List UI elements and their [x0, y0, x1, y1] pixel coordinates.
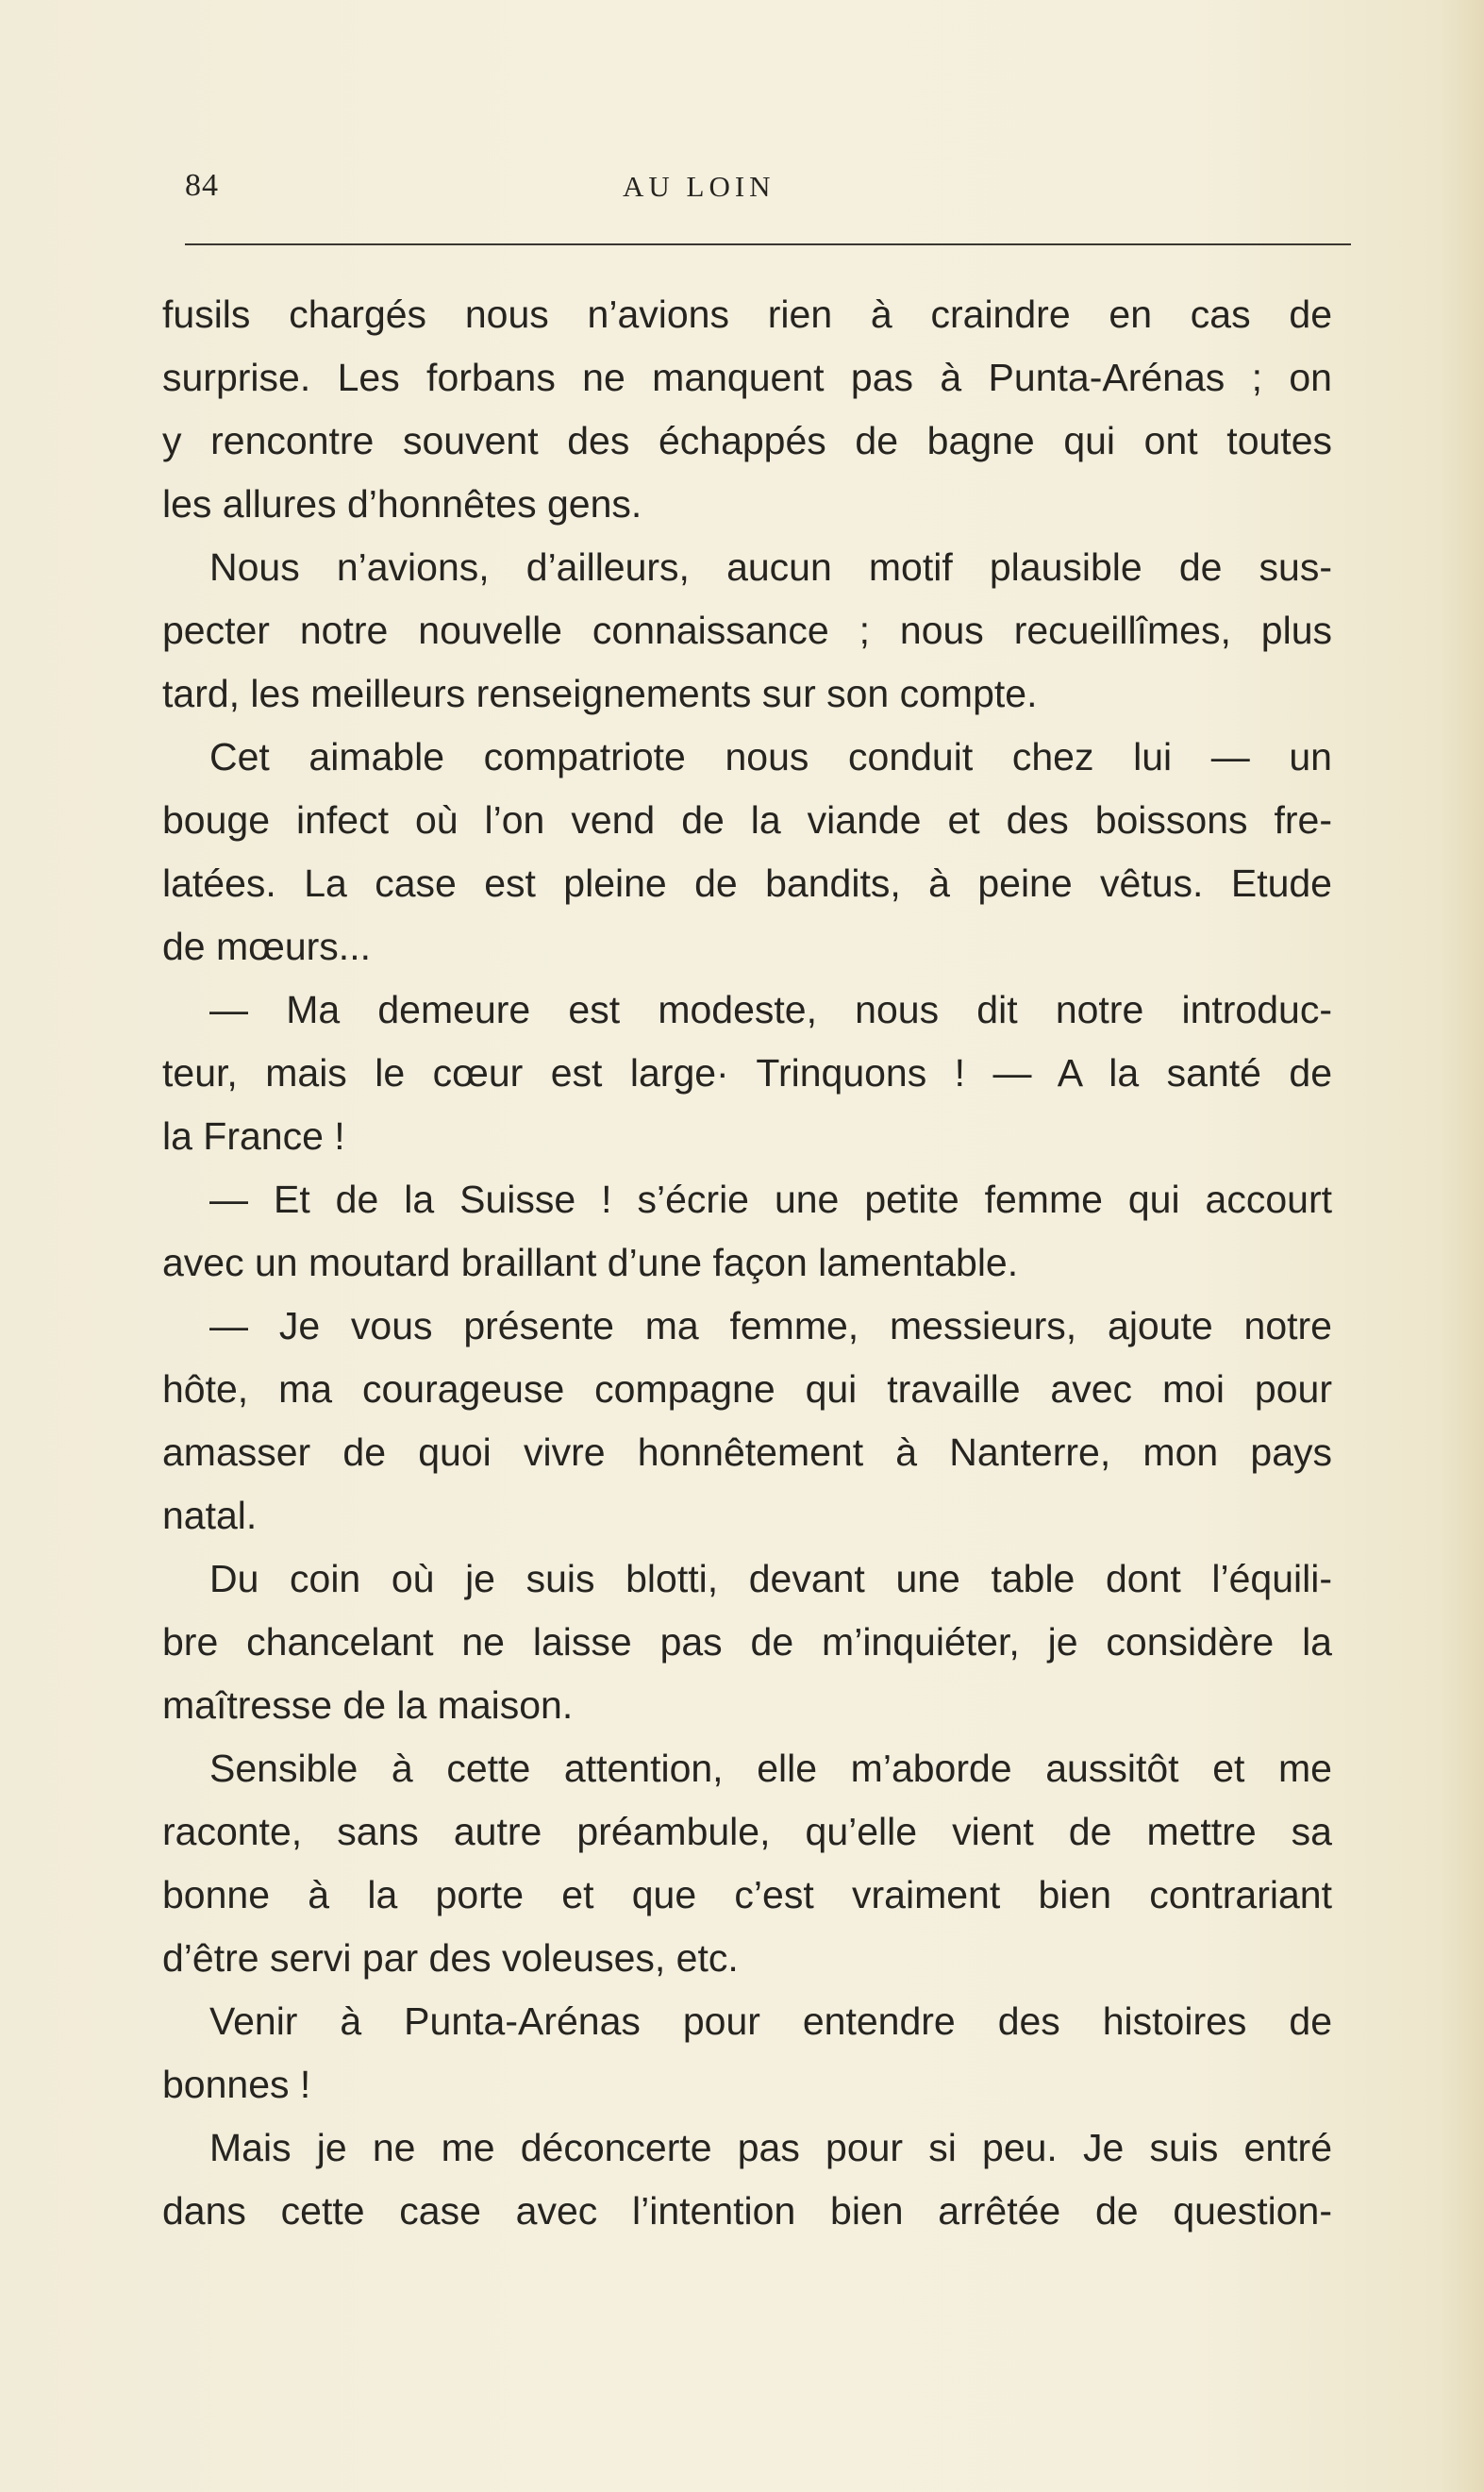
text-line: avec un moutard braillant d’une façon lamentable. [162, 1241, 1019, 1284]
text-line: les allures d’honnêtes gens. [162, 482, 642, 526]
text-line: y rencontre souvent des échappés de bagne qui ont toutes [162, 419, 1332, 462]
text-line: teur, mais le cœur est large· Trinquons ! — A la santé de [162, 1051, 1332, 1095]
text-line: bouge infect où l’on vend de la viande et des boissons fre- [162, 798, 1332, 842]
text-line: Cet aimable compatriote nous conduit chez lui — un [209, 735, 1332, 778]
text-line: surprise. Les forbans ne manquent pas à Punta-Arénas ; on [162, 356, 1332, 399]
text-line: de mœurs... [162, 925, 371, 968]
text-line: maîtresse de la maison. [162, 1683, 574, 1727]
text-line: amasser de quoi vivre honnêtement à Nanterre, mon pays [162, 1430, 1332, 1474]
text-line: Venir à Punta-Arénas pour entendre des histoires de [209, 1999, 1332, 2043]
text-line: fusils chargés nous n’avions rien à craindre en cas de [162, 293, 1332, 336]
text-line: tard, les meilleurs renseignements sur son compte. [162, 672, 1038, 715]
text-line: — Et de la Suisse ! s’écrie une petite femme qui accourt [209, 1178, 1332, 1221]
text-line: dans cette case avec l’intention bien arrêtée de question- [162, 2189, 1332, 2233]
text-line: Mais je ne me déconcerte pas pour si peu. Je suis entré [209, 2126, 1332, 2169]
text-line: natal. [162, 1494, 258, 1537]
text-line: hôte, ma courageuse compagne qui travaille avec moi pour [162, 1367, 1332, 1411]
header-rule [185, 243, 1351, 245]
text-line: Nous n’avions, d’ailleurs, aucun motif plausible de sus- [209, 545, 1332, 589]
text-line: latées. La case est pleine de bandits, à peine vêtus. Etude [162, 861, 1332, 905]
page-number: 84 [185, 168, 219, 203]
text-line: d’être servi par des voleuses, etc. [162, 1936, 739, 1980]
text-line: la France ! [162, 1114, 345, 1158]
text-line: pecter notre nouvelle connaissance ; nous recueillîmes, plus [162, 609, 1332, 652]
text-line: bre chancelant ne laisse pas de m’inquiéter, je considère la [162, 1620, 1332, 1664]
text-line: bonne à la porte et que c’est vraiment bien contrariant [162, 1873, 1332, 1916]
running-title: AU LOIN [623, 170, 775, 203]
text-line: Du coin où je suis blotti, devant une table dont l’équili- [209, 1557, 1332, 1600]
text-line: raconte, sans autre préambule, qu’elle vient de mettre sa [162, 1810, 1332, 1853]
text-line: — Ma demeure est modeste, nous dit notre introduc- [209, 988, 1332, 1031]
body-text [162, 283, 1332, 2243]
text-line: bonnes ! [162, 2063, 311, 2106]
text-line: Sensible à cette attention, elle m’aborde aussitôt et me [209, 1747, 1332, 1790]
text-line: — Je vous présente ma femme, messieurs, ajoute notre [209, 1304, 1332, 1347]
